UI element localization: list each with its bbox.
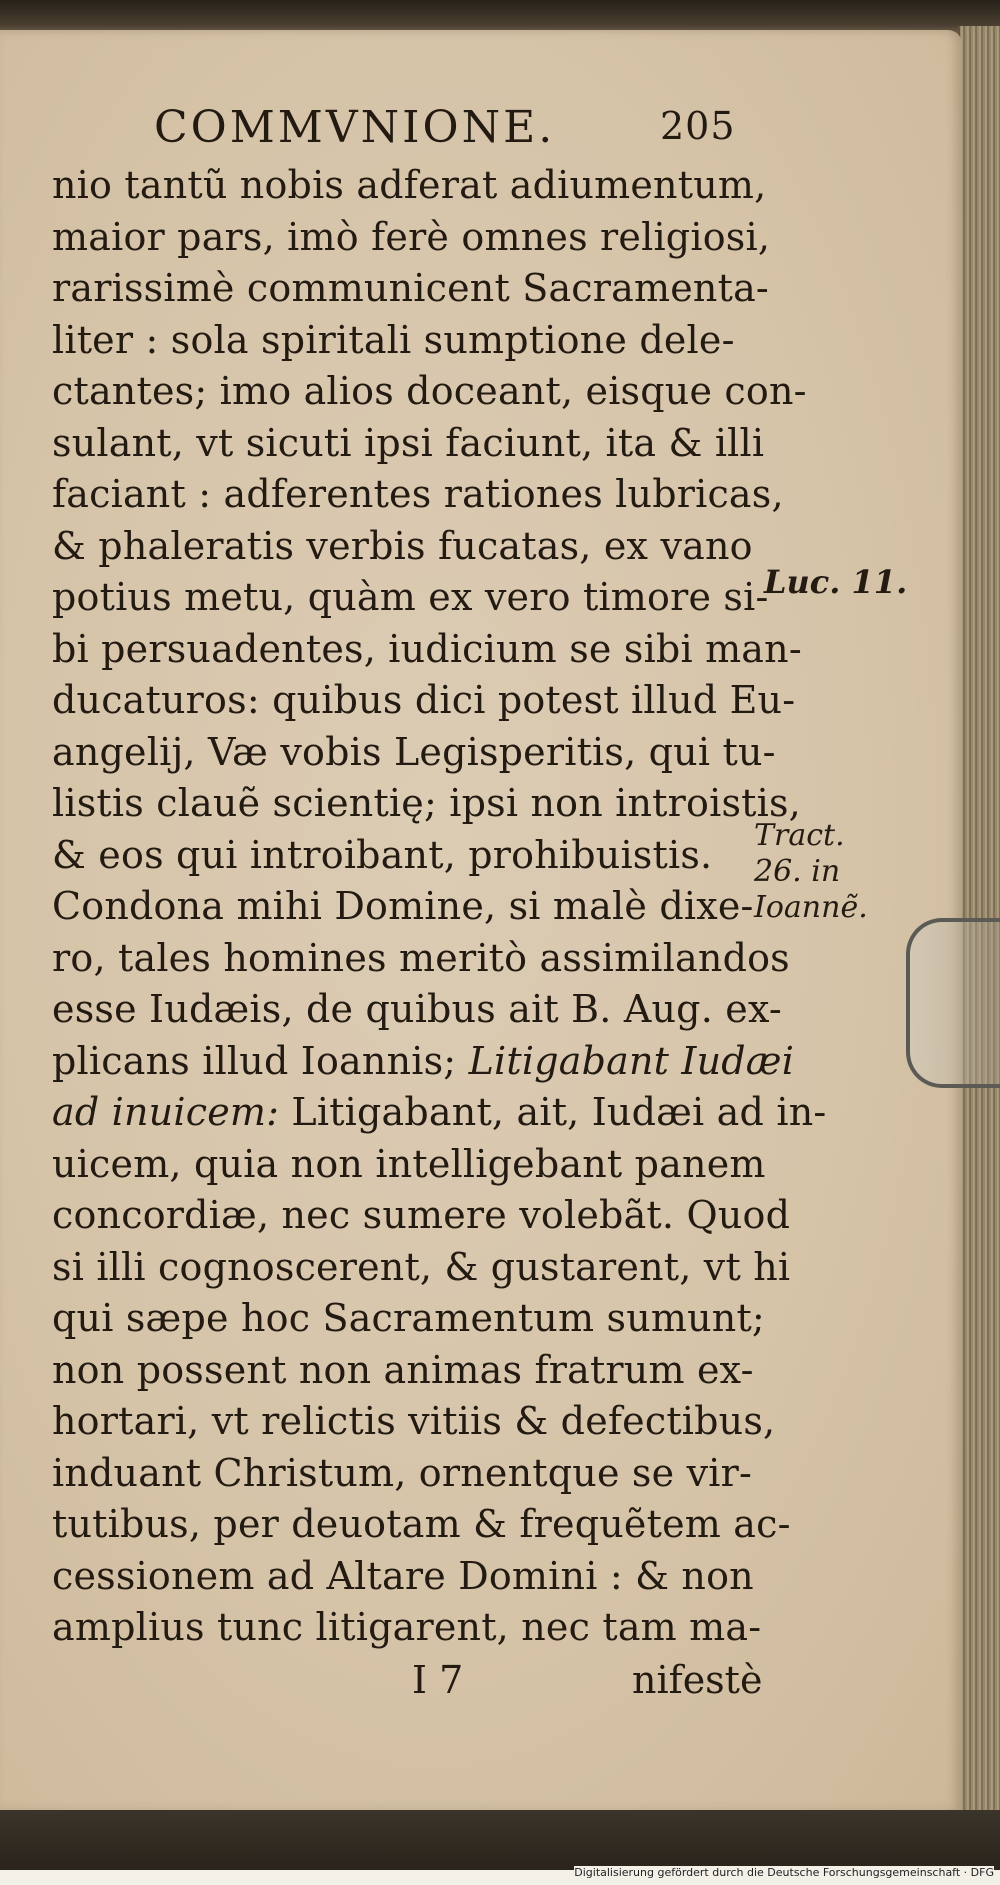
text-line: listis clauẽ scientię; ipsi non introistis, [52, 781, 801, 825]
text-line-italic: Litigabant Iudæi [468, 1038, 795, 1083]
text-line: tutibus, per deuotam & frequẽtem ac- [52, 1502, 791, 1546]
digitization-credit: Digitalisierung gefördert durch die Deutsche Forschungsgemeinschaft · DFG [574, 1866, 994, 1879]
text-line [52, 1036, 795, 1088]
catchword: nifestè [632, 1657, 763, 1702]
text-line: hortari, vt relictis vitiis & defectibus, [52, 1399, 776, 1443]
page-number: 205 [660, 104, 736, 148]
text-line: maior pars, imò ferè omnes religiosi, [52, 214, 771, 259]
book-bottom-edge [0, 1810, 1000, 1870]
marginal-note-line: Tract. [754, 818, 845, 853]
running-head: COMMVNIONE. [154, 102, 556, 153]
text-line: liter : sola spiritali sumptione dele- [52, 317, 735, 362]
text-line: sulant, vt sicuti ipsi faciunt, ita & illi [52, 420, 765, 465]
text-line-roman: Litigabant, ait, Iudæi ad in- [291, 1090, 827, 1134]
text-line: & phaleratis verbis fucatas, ex vano [52, 523, 753, 568]
signature-mark: I 7 [412, 1657, 464, 1702]
text-line: non possent non animas fratrum ex- [52, 1347, 754, 1392]
text-line: & eos qui introibant, prohibuistis. [52, 832, 713, 877]
text-line-italic: ad inuicem: [52, 1090, 280, 1134]
text-line: ro, tales homines meritò assimilandos [52, 935, 790, 980]
marginal-note-line: 26. in [754, 854, 841, 889]
text-line [52, 1087, 827, 1139]
text-line: Condona mihi Domine, si malè dixe- [52, 884, 754, 928]
text-line: rarissimè communicent Sacramenta- [52, 266, 769, 310]
text-line: si illi cognoscerent, & gustarent, vt hi [52, 1244, 791, 1289]
marginal-note-line: Ioannẽ. [754, 890, 868, 925]
text-line: bi persuadentes, iudicium se sibi man- [52, 626, 802, 671]
header-line [52, 98, 752, 160]
text-line: induant Christum, ornentque se vir- [52, 1450, 753, 1495]
text-line: qui sæpe hoc Sacramentum sumunt; [52, 1296, 765, 1340]
text-line: potius metu, quàm ex vero timore si- [52, 575, 769, 619]
text-line: amplius tunc litigarent, nec tam ma- [52, 1605, 762, 1649]
text-line: ducaturos: quibus dici potest illud Eu- [52, 678, 796, 722]
text-line: concordiæ, nec sumere volebãt. Quod [52, 1193, 791, 1237]
text-line: angelij, Væ vobis Legisperitis, qui tu- [52, 729, 776, 774]
text-line: faciant : adferentes rationes lubricas, [52, 472, 784, 516]
book-clasp [906, 918, 1000, 1088]
text-line: esse Iudæis, de quibus ait B. Aug. ex- [52, 987, 782, 1031]
text-line: ctantes; imo alios doceant, eisque con- [52, 369, 807, 413]
text-line: uicem, quia non intelligebant panem [52, 1141, 766, 1186]
footer-line [52, 1657, 763, 1714]
text-line-roman: plicans illud Ioannis; [52, 1038, 457, 1083]
text-line: cessionem ad Altare Domini : & non [52, 1553, 754, 1598]
text-line: nio tantũ nobis adferat adiumentum, [52, 163, 767, 207]
marginal-note-luc: Luc. 11. [764, 563, 908, 601]
marginal-note-tract [754, 818, 868, 926]
